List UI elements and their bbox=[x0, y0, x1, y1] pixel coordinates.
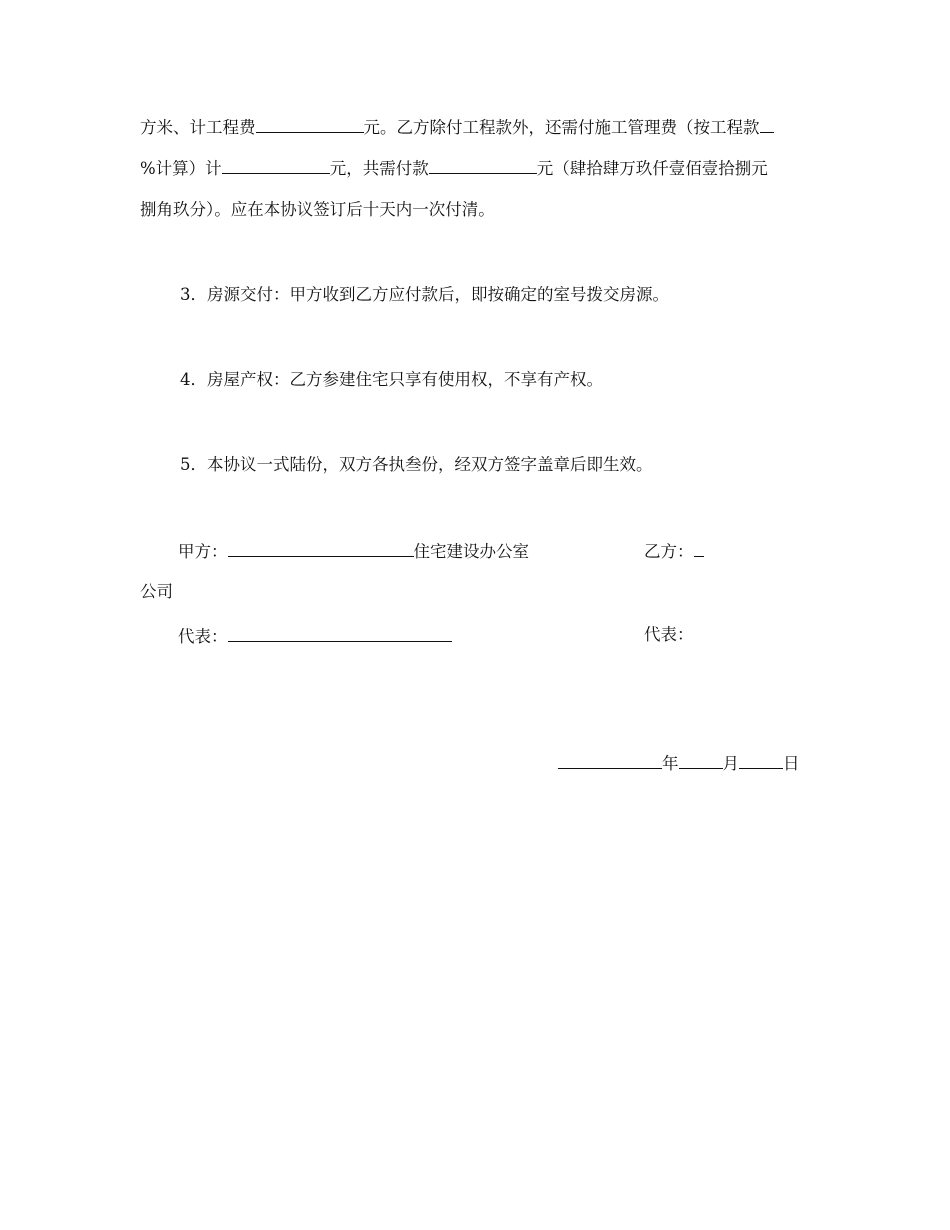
text-management-fee: 元。乙方除付工程款外，还需付施工管理费（按工程款 bbox=[363, 118, 760, 137]
paragraph-2-line-1 bbox=[140, 116, 774, 138]
text-square-meters: 方米、计工程费 bbox=[140, 118, 256, 137]
party-b-name-blank[interactable] bbox=[694, 540, 704, 557]
party-a-suffix: 住宅建设办公室 bbox=[413, 542, 529, 561]
paragraph-2-line-3 bbox=[140, 200, 495, 220]
clause-4 bbox=[180, 370, 603, 390]
text-amount-in-words: 元（肆拾肆万玖仟壹佰壹拾捌元 bbox=[536, 159, 768, 178]
day-blank[interactable] bbox=[739, 752, 783, 769]
party-b-line bbox=[644, 540, 704, 562]
party-b-label: 乙方： bbox=[644, 542, 694, 561]
text-percent-calc: %计算）计 bbox=[140, 159, 222, 178]
blank-total-amount[interactable] bbox=[429, 157, 537, 174]
text-payment-deadline: 捌角玖分）。应在本协议签订后十天内一次付清。 bbox=[140, 200, 495, 219]
rep-a-label: 代表： bbox=[178, 627, 228, 646]
rep-b-label: 代表： bbox=[644, 625, 694, 644]
blank-management-fee-amount[interactable] bbox=[222, 157, 330, 174]
clause-5-text: 5．本协议一式陆份，双方各执叁份，经双方签字盖章后即生效。 bbox=[180, 455, 653, 474]
year-label: 年 bbox=[662, 754, 679, 773]
rep-a-signature-blank[interactable] bbox=[228, 625, 452, 642]
blank-engineering-fee[interactable] bbox=[256, 116, 364, 133]
clause-3-text: 3．房源交付：甲方收到乙方应付款后，即按确定的室号拨交房源。 bbox=[180, 285, 669, 304]
paragraph-2-line-2 bbox=[140, 157, 768, 179]
month-label: 月 bbox=[722, 754, 739, 773]
clause-4-text: 4．房屋产权：乙方参建住宅只享有使用权，不享有产权。 bbox=[180, 370, 603, 389]
clause-5 bbox=[180, 455, 653, 475]
party-a-label: 甲方： bbox=[178, 542, 228, 561]
year-blank[interactable] bbox=[558, 752, 662, 769]
text-total-payment: 元，共需付款 bbox=[329, 159, 429, 178]
day-label: 日 bbox=[783, 754, 800, 773]
party-b-suffix-line bbox=[140, 582, 173, 602]
month-blank[interactable] bbox=[679, 752, 723, 769]
party-a-name-blank[interactable] bbox=[228, 540, 414, 557]
party-a-line bbox=[178, 540, 529, 562]
date-line bbox=[558, 752, 800, 774]
rep-a-line bbox=[178, 625, 452, 647]
clause-3 bbox=[180, 285, 669, 305]
blank-percentage[interactable] bbox=[760, 116, 774, 133]
rep-b-line bbox=[644, 625, 694, 645]
party-b-suffix: 公司 bbox=[140, 582, 173, 601]
